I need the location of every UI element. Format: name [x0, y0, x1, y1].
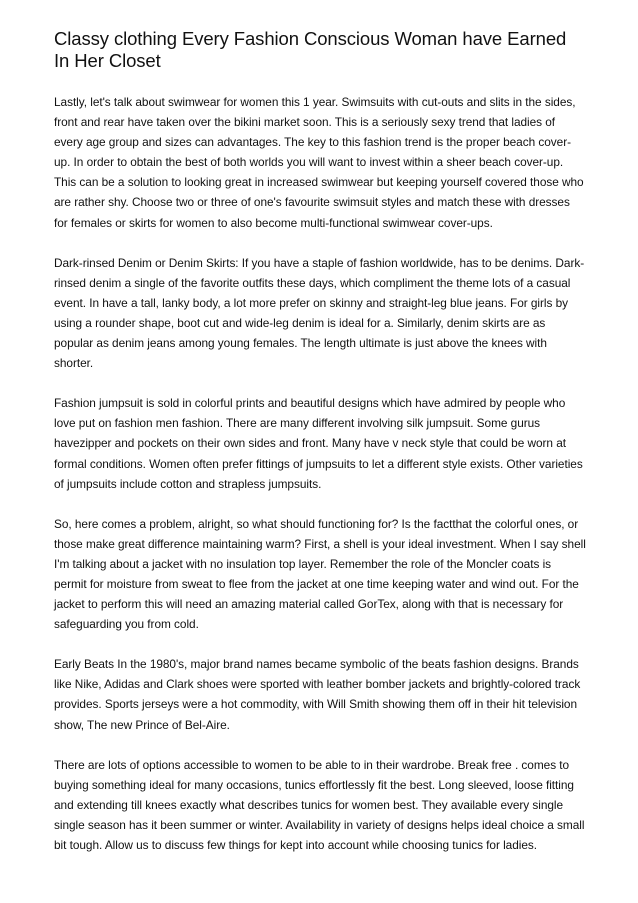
paragraph-early-beats: Early Beats In the 1980's, major brand names became symbolic of the beats fashion designs. Brands like Nike, Adidas and Clark shoes were sported with leather bomber jackets and brightly-colored track provides. Sports jerseys were a hot commodity, with Will Smith showing them off in their hit television show, The new Prince of Bel-Aire. — [54, 657, 581, 732]
paragraph-shell-jacket: So, here comes a problem, alright, so what should functioning for? Is the factthat the colorful ones, or those make great difference maintaining warm? First, a shell is your ideal investment. When I say shell I'm talking about a jacket with no insulation top layer. Remember the role of the Moncler coats is permit for moisture from sweat to flee from the jacket at one time keeping water and wind out. For the jacket to perform this will need an amazing material called GorTex, along with that is necessary for safeguarding you from cold. — [54, 516, 586, 632]
paragraph-tunics: There are lots of options accessible to women to be able to in their wardrobe. Break free . comes to buying something ideal for many occasions, tunics effortlessly fit the best. Long sleeved, loose fitting and extending till knees exactly what describes tunics for women best. They available every single single season has it been summer or winter. Availability in variety of designs helps ideal choice a small bit tough. Allow us to discuss few things for kept into account while choosing tunics for ladies. — [54, 757, 585, 852]
paragraph-swimwear: Lastly, let's talk about swimwear for women this 1 year. Swimsuits with cut-outs and slits in the sides, front and rear have taken over the bikini market soon. This is a seriously sexy trend that ladies of every age group and sizes can advantages. The key to this fashion trend is the proper beach cover-up. In order to obtain the best of both worlds you will want to invest within a sheer beach cover-up. This can be a solution to looking great in increased swimwear but keeping yourself covered those who are rather shy. Choose two or three of one's favourite swimsuit styles and match these with dresses for females or skirts for women to also become multi-functional swimwear cover-ups. — [54, 95, 584, 230]
document-title: Classy clothing Every Fashion Conscious Woman have Earned In Her Closet — [54, 28, 567, 71]
paragraph-jumpsuit: Fashion jumpsuit is sold in colorful prints and beautiful designs which have admired by people who love put on fashion men fashion. There are many different involving silk jumpsuit. Some gurus havezipper and pockets on their own sides and front. Many have v neck style that could be worn at formal conditions. Women often prefer fittings of jumpsuits to let a different style exists. Other varieties of jumpsuits include cotton and strapless jumpsuits. — [54, 396, 583, 491]
paragraph-denim: Dark-rinsed Denim or Denim Skirts: If you have a staple of fashion worldwide, has to be denims. Dark-rinsed denim a single of the favorite outfits these days, which compliment the theme lots of a casual event. In have a tall, lanky body, a lot more prefer on skinny and straight-leg blue jeans. For girls by using a rounder shape, boot cut and wide-leg denim is ideal for a. Similarly, denim skirts are as popular as denim jeans among young females. The length ultimate is just above the knees with shorter. — [54, 255, 585, 371]
document-page — [54, 28, 586, 875]
